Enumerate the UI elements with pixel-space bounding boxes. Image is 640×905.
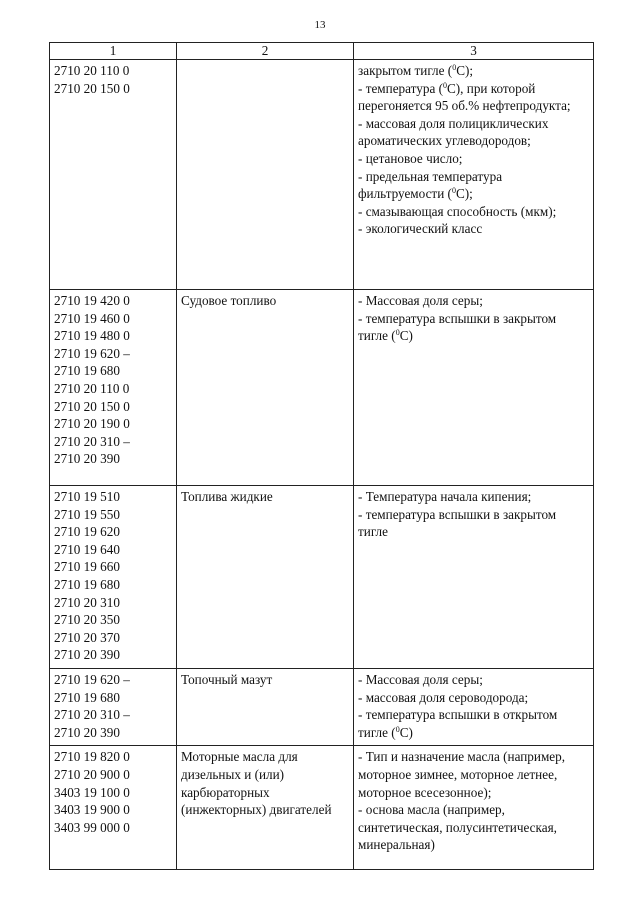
code: 2710 19 620 – <box>54 345 130 361</box>
code: 2710 19 550 <box>54 506 120 522</box>
property-item: - температура вспышки в закрытом тигле <box>358 506 557 540</box>
code: 2710 20 370 <box>54 629 120 645</box>
property-item: - Тип и назначение масла (например, моторное зимнее, моторное летнее, моторное всесезонное); <box>358 749 566 800</box>
table-row <box>50 486 594 669</box>
product-name-cell: Топлива жидкие <box>177 486 354 669</box>
product-name-cell <box>177 60 354 290</box>
code: 2710 19 680 <box>54 363 120 379</box>
code: 3403 19 100 0 <box>54 784 130 800</box>
code: 2710 19 480 0 <box>54 328 130 344</box>
code: 2710 19 640 <box>54 541 120 557</box>
column-header-1: 1 <box>50 43 177 60</box>
code: 2710 19 680 <box>54 689 120 705</box>
properties-cell <box>354 746 594 870</box>
property-item: - температура вспышки в открытом тигле ($^0$C) <box>358 707 558 740</box>
code: 2710 20 110 0 <box>54 63 130 78</box>
code: 2710 19 620 <box>54 524 120 540</box>
property-item: - Массовая доля серы; <box>358 671 483 687</box>
code: 2710 20 150 0 <box>54 398 130 414</box>
code: 2710 19 510 <box>54 489 120 504</box>
code: 2710 19 620 – <box>54 671 130 687</box>
code: 2710 20 110 0 <box>54 380 130 396</box>
properties-cell <box>354 60 594 290</box>
property-item: - экологический класс <box>358 221 483 237</box>
property-item: - Температура начала кипения; <box>358 489 532 504</box>
column-header-2: 2 <box>177 43 354 60</box>
code: 2710 19 820 0 <box>54 749 130 765</box>
product-name-cell: Моторные масла для дизельных и (или) карбюраторных (инжекторных) двигателей <box>177 746 354 870</box>
code: 2710 20 150 0 <box>54 80 130 96</box>
code: 2710 20 390 <box>54 724 120 740</box>
code: 2710 19 680 <box>54 576 120 592</box>
property-item: - Массовая доля серы; <box>358 293 483 308</box>
properties-cell <box>354 486 594 669</box>
column-header-3: 3 <box>354 43 594 60</box>
product-name-cell: Топочный мазут <box>177 668 354 745</box>
property-item: - массовая доля полициклических ароматических углеводородов; <box>358 115 549 149</box>
code: 2710 20 310 – <box>54 433 130 449</box>
property-item: - массовая доля сероводорода; <box>358 689 529 705</box>
code: 2710 20 190 0 <box>54 416 130 432</box>
code: 3403 99 000 0 <box>54 819 130 835</box>
code: 2710 20 310 – <box>54 707 130 723</box>
property-item: - основа масла (например, синтетическая, полусинтетическая, минеральная) <box>358 802 557 853</box>
property-item: - цетановое число; <box>358 150 463 166</box>
code: 2710 19 660 <box>54 559 120 575</box>
customs-codes-table <box>49 42 594 870</box>
page-number: 13 <box>314 19 326 31</box>
property-item: - температура вспышки в закрытом тигле ($^0$C) <box>358 310 557 344</box>
code: 2710 19 420 0 <box>54 293 130 308</box>
code: 2710 20 900 0 <box>54 766 130 782</box>
codes-cell <box>50 486 177 669</box>
code: 2710 20 390 <box>54 451 120 467</box>
codes-cell <box>50 60 177 290</box>
property-item: закрытом тигле ($^0$C); <box>358 63 474 78</box>
product-name-cell: Судовое топливо <box>177 290 354 486</box>
table-row <box>50 668 594 745</box>
table-row <box>50 60 594 290</box>
code: 3403 19 900 0 <box>54 802 130 818</box>
properties-cell <box>354 668 594 745</box>
property-item: - предельная температура фильтруемости ($^0$C); <box>358 168 503 202</box>
table-row <box>50 746 594 870</box>
codes-cell <box>50 746 177 870</box>
code: 2710 19 460 0 <box>54 310 130 326</box>
table-row <box>50 290 594 486</box>
code: 2710 20 350 <box>54 612 120 628</box>
table-header-row <box>50 43 594 60</box>
properties-cell <box>354 290 594 486</box>
code: 2710 20 390 <box>54 647 120 663</box>
codes-cell <box>50 290 177 486</box>
code: 2710 20 310 <box>54 594 120 610</box>
property-item: - температура ($^0$C), при которой перегоняется 95 об.% нефтепродукта; <box>358 80 571 114</box>
property-item: - смазывающая способность (мкм); <box>358 203 557 219</box>
codes-cell <box>50 668 177 745</box>
